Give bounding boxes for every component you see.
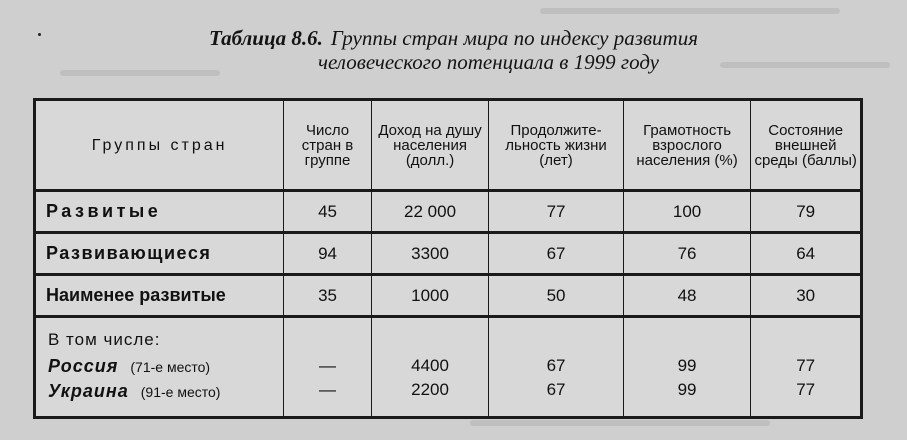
country-count: — bbox=[319, 380, 337, 399]
subsection-label: В том числе: bbox=[48, 330, 161, 349]
country-entry-ukraine bbox=[48, 379, 283, 404]
header-count: Число стран в группе bbox=[284, 100, 372, 191]
header-income: Доход на душу населения (долл.) bbox=[371, 100, 489, 191]
header-life: Продолжите- льность жизни (лет) bbox=[489, 100, 624, 191]
country-life: 67 bbox=[546, 380, 566, 399]
row-count: 35 bbox=[284, 275, 372, 317]
caption-line-1: Группы стран мира по индексу развития bbox=[330, 26, 698, 50]
country-count: — bbox=[319, 356, 337, 375]
subsection-count bbox=[284, 317, 372, 418]
table-caption bbox=[0, 26, 907, 74]
row-environment: 30 bbox=[751, 275, 862, 317]
countries-table bbox=[33, 98, 863, 419]
header-group: Группы стран bbox=[35, 100, 284, 191]
row-life: 77 bbox=[489, 191, 624, 233]
country-environment: 77 bbox=[796, 380, 816, 399]
row-life: 50 bbox=[489, 275, 624, 317]
subsection-literacy bbox=[623, 317, 751, 418]
row-life: 67 bbox=[489, 233, 624, 275]
subsection-income bbox=[371, 317, 489, 418]
country-income: 2200 bbox=[411, 380, 449, 399]
row-environment: 64 bbox=[751, 233, 862, 275]
country-name: Украина bbox=[48, 381, 129, 401]
row-income: 3300 bbox=[371, 233, 489, 275]
country-literacy: 99 bbox=[677, 380, 697, 399]
country-income: 4400 bbox=[411, 356, 449, 375]
row-literacy: 100 bbox=[623, 191, 751, 233]
table-row bbox=[35, 191, 862, 233]
country-rank: (91-е место) bbox=[140, 384, 221, 400]
header-environment: Состояние внешней среды (баллы) bbox=[751, 100, 862, 191]
subsection-life bbox=[489, 317, 624, 418]
row-environment: 79 bbox=[751, 191, 862, 233]
country-environment: 77 bbox=[796, 356, 816, 375]
country-name: Россия bbox=[48, 356, 119, 376]
caption-line-2: человеческого потенциала в 1999 году bbox=[317, 50, 659, 74]
subsection-names bbox=[35, 317, 284, 418]
header-literacy: Грамотность взрослого населения (%) bbox=[623, 100, 751, 191]
table-row bbox=[35, 233, 862, 275]
row-literacy: 76 bbox=[623, 233, 751, 275]
country-literacy: 99 bbox=[677, 356, 697, 375]
row-income: 22 000 bbox=[371, 191, 489, 233]
row-count: 94 bbox=[284, 233, 372, 275]
subsection-row bbox=[35, 317, 862, 418]
country-rank: (71-е место) bbox=[130, 359, 211, 375]
row-count: 45 bbox=[284, 191, 372, 233]
subsection-environment bbox=[751, 317, 862, 418]
table-row bbox=[35, 275, 862, 317]
country-life: 67 bbox=[546, 356, 566, 375]
row-income: 1000 bbox=[371, 275, 489, 317]
row-name: Наименее развитые bbox=[35, 275, 284, 317]
row-name: Развитые bbox=[35, 191, 284, 233]
country-entry-russia bbox=[48, 354, 283, 379]
row-name: Развивающиеся bbox=[35, 233, 284, 275]
caption-label: Таблица 8.6. bbox=[209, 26, 323, 50]
row-literacy: 48 bbox=[623, 275, 751, 317]
header-row bbox=[35, 100, 862, 191]
